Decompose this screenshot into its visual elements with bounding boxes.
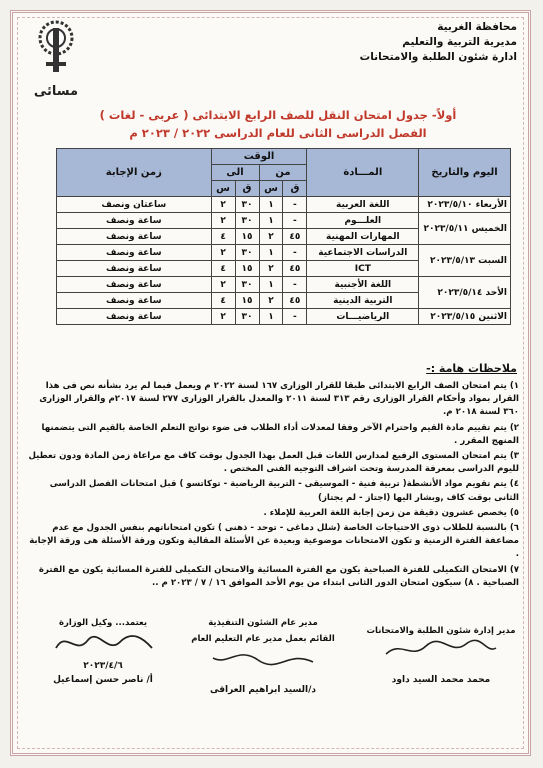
cell-to-min: ٣٠ [235, 277, 259, 293]
cell-duration: ساعة ونصف [57, 213, 212, 229]
cell-subject: التربية الدينية [307, 293, 419, 309]
cell-to-min: ٣٠ [235, 213, 259, 229]
signature-date: ٢٠٢٣/٤/٦ [83, 661, 123, 671]
cell-subject: الرياضيـــات [307, 309, 419, 325]
cell-from-hour: ١ [259, 277, 283, 293]
col-answer-time: زمن الإجابة [57, 149, 212, 197]
col-to-hour: س [211, 181, 235, 197]
cell-from-hour: ١ [259, 213, 283, 229]
cell-duration: ساعة ونصف [57, 309, 212, 325]
cell-from-min: - [283, 245, 307, 261]
header-block [360, 20, 517, 65]
note-item: ١) يتم امتحان الصف الرابع الابتدائى طبقا للقرار الوزارى ١٦٧ لسنة ٢٠٢٢ م ويعمل فيما لم يرد بشأنه نص فى هذا القرار بمواد وأحكام القرار الوزارى رقم ٣١٣ لسنة ٢٠١١ والمعدل بالقرار الوزارى ٢٧٧ لسنة ٢٠١٧م والقرار الوزارى ٣٦٠ لسنة ٢٠١٨ م. [39, 381, 519, 418]
cell-from-hour: ١ [259, 245, 283, 261]
cell-duration: ساعة ونصف [57, 293, 212, 309]
cell-subject: المهارات المهنية [307, 229, 419, 245]
signature-subtitle: القائم بعمل مدير عام التعليم العام [191, 634, 335, 644]
note-item: ٤) يتم تقويم مواد الأنشطة( تربية فنية - الموسيقى - التربية الرياضية - توكاتسو ) قبل امتحانات الفصل الدراسى الثانى بوقت كاف ,وبشار اليها (اجتاز - لم يجتاز) [49, 479, 519, 503]
cell-subject: الدراسات الاجتماعية [307, 245, 419, 261]
cell-day: الأحد ٢٠٢٣/٥/١٤ [419, 277, 511, 309]
doc-subtitle: الفصل الدراسى الثانى للعام الدراسى ٢٠٢٢ / ٢٠٢٣ م [129, 126, 427, 140]
doc-title: أولاً- جدول امتحان النقل للصف الرابع الابتدائى ( عربى - لغات ) [99, 108, 457, 122]
signature-affairs-director [361, 626, 521, 685]
col-to-min: ق [235, 181, 259, 197]
signature-name: د/السيد ابراهيم العراقى [209, 685, 316, 695]
cell-from-min: ٤٥ [283, 261, 307, 277]
cell-to-hour: ٤ [211, 229, 235, 245]
table-row [57, 309, 511, 325]
cell-from-hour: ٢ [259, 229, 283, 245]
signature-title: مدير عام الشئون التنفيذية [208, 618, 318, 628]
col-subject: المـــادة [307, 149, 419, 197]
cell-from-min: ٤٥ [283, 229, 307, 245]
signature-title: يعتمد... وكيل الوزارة [58, 618, 148, 628]
handwritten-signature-icon [203, 644, 323, 670]
signature-title: مدير إدارة شئون الطلبة والامتحانات [366, 626, 516, 636]
cell-from-min: ٤٥ [283, 293, 307, 309]
handwritten-signature-icon [381, 636, 501, 662]
cell-from-min: - [283, 197, 307, 213]
table-row [57, 277, 511, 293]
note-item: ٥) يخصص عشرون دقيقة من زمن إجابة اللغة العربية للإملاء . [263, 507, 519, 518]
cell-to-hour: ٤ [211, 261, 235, 277]
cell-day: السبت ٢٠٢٣/٥/١٣ [419, 245, 511, 277]
table-row [57, 245, 511, 261]
col-from-min: ق [283, 181, 307, 197]
note-item: ٧) الامتحان التكميلى للفترة الصباحية يكون مع الفترة المسائية والامتحان التكميلى للفترة المسائية يكون مع الفترة الصباحية . ٨) سيكون امتحان الدور الثانى ابتداء من يوم الأحد الموافق ١٦ / ٧ / ٢٠٢٣ م .. [38, 564, 519, 588]
cell-subject: العلـــوم [307, 213, 419, 229]
header-department: ادارة شئون الطلبة والامتحانات [359, 51, 517, 63]
cell-to-hour: ٢ [211, 277, 235, 293]
emblem-icon [34, 18, 78, 78]
table-row [57, 213, 511, 229]
cell-subject: اللغة الأجنبية [307, 277, 419, 293]
cell-to-hour: ٤ [211, 293, 235, 309]
note-item: ٣) يتم امتحان المستوى الرفيع لمدارس اللغات قبل العمل بهذا الجدول بوقت كاف مع مراعاة زمن المادة ودون تعطيل لليوم الدراسى بمعرفة المدرسة وتحت اشراف التوجيه الفنى المختص . [28, 451, 519, 475]
cell-from-min: - [283, 309, 307, 325]
col-from: من [259, 165, 307, 181]
exam-schedule-table [56, 148, 511, 325]
cell-from-hour: ٢ [259, 261, 283, 277]
header-directorate: مديرية التربية والتعليم [402, 36, 517, 48]
col-day: اليوم والتاريخ [419, 149, 511, 197]
logo [26, 18, 86, 99]
cell-duration: ساعة ونصف [57, 229, 212, 245]
col-from-hour: س [259, 181, 283, 197]
note-item: ٦) بالنسبة للطلاب ذوى الاحتياجات الخاصة (شلل دماغى - توحد - ذهنى ) تكون امتحاناتهم بنفس الجدول مع عدم مضاعفة الفترة الزمنية و تكون الامتحانات موضوعية وبعيدة عن الأسئلة المقالية وتكون ورقة الأسئلة هى ورقة الإجابة . [29, 523, 519, 560]
cell-to-min: ٣٠ [235, 197, 259, 213]
signature-name: محمد محمد السيد داود [391, 675, 491, 685]
cell-day: الاثنين ٢٠٢٣/٥/١٥ [419, 309, 511, 325]
cell-from-hour: ١ [259, 197, 283, 213]
cell-to-min: ١٥ [235, 229, 259, 245]
cell-subject: ICT [307, 261, 419, 277]
cell-subject: اللغة العربية [307, 197, 419, 213]
note-item: ٢) يتم تقييم مادة القيم واحترام الآخر وفقا لمعدلات أداء الطلاب فى ضوء نواتج التعلم الخاصة بالقيم التى يتضمنها المنهج المقرر . [41, 422, 519, 446]
cell-to-hour: ٢ [211, 309, 235, 325]
signature-name: أ/ ناصر حسن إسماعيل [53, 675, 153, 685]
cell-day: الخميس ٢٠٢٣/٥/١١ [419, 213, 511, 245]
cell-duration: ساعة ونصف [57, 277, 212, 293]
cell-to-min: ١٥ [235, 293, 259, 309]
logo-word: مسائى [33, 84, 79, 99]
cell-to-hour: ٢ [211, 197, 235, 213]
cell-to-min: ٣٠ [235, 245, 259, 261]
cell-to-hour: ٢ [211, 245, 235, 261]
cell-from-min: - [283, 277, 307, 293]
table-row [57, 197, 511, 213]
header-governorate: محافظة الغربية [437, 21, 517, 33]
notes-title: ملاحظات هامة :- [426, 362, 517, 375]
notes-list [27, 380, 519, 592]
cell-to-hour: ٢ [211, 213, 235, 229]
cell-from-hour: ١ [259, 309, 283, 325]
col-to: الى [211, 165, 259, 181]
cell-from-min: - [283, 213, 307, 229]
cell-from-hour: ٢ [259, 293, 283, 309]
cell-duration: ساعة ونصف [57, 261, 212, 277]
col-time: الوقت [211, 149, 307, 165]
handwritten-signature-icon [48, 628, 158, 658]
cell-to-min: ٣٠ [235, 309, 259, 325]
cell-to-min: ١٥ [235, 261, 259, 277]
signature-undersecretary [33, 618, 173, 685]
signature-exec-director [183, 618, 343, 695]
cell-day: الأربعاء ٢٠٢٣/٥/١٠ [419, 197, 511, 213]
cell-duration: ساعتان ونصف [57, 197, 212, 213]
cell-duration: ساعة ونصف [57, 245, 212, 261]
